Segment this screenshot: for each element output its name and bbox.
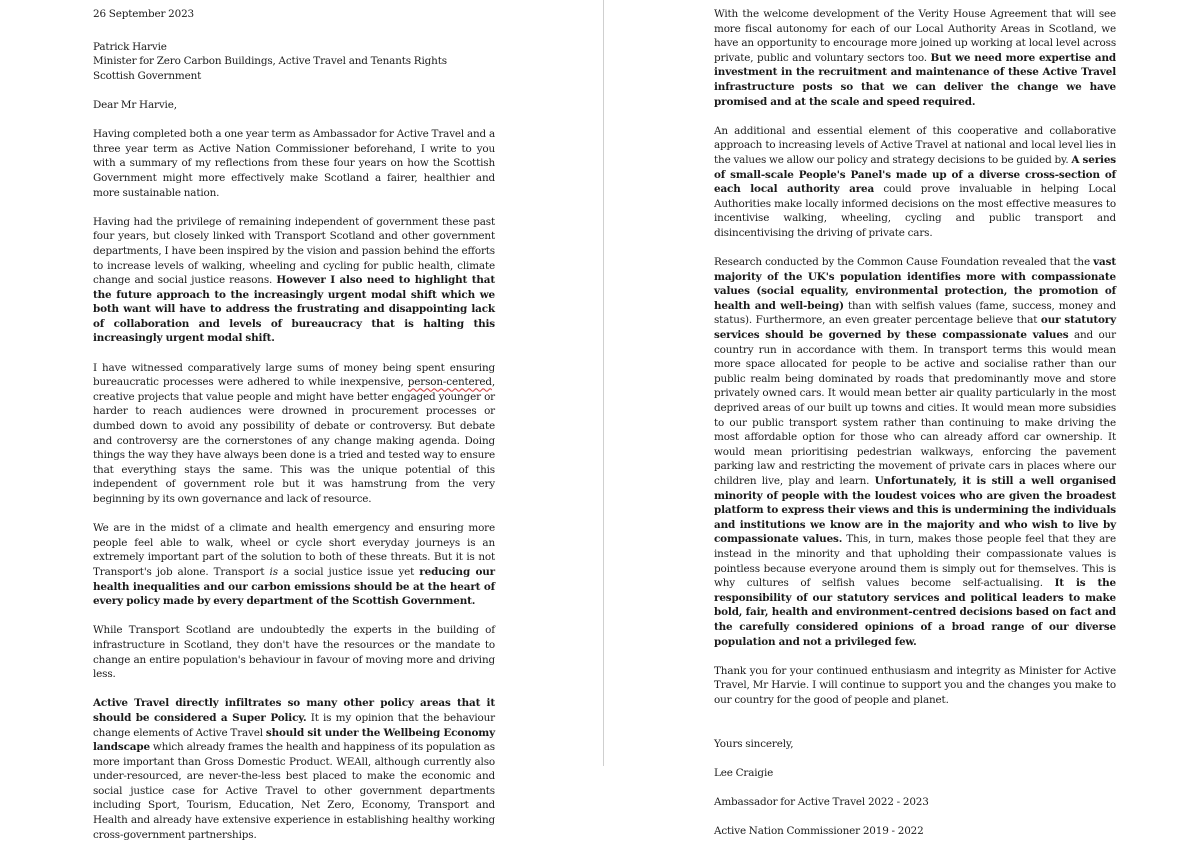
signatory-role: Ambassador for Active Travel 2022 - 2023	[714, 796, 929, 809]
text: We are in the midst of a climate and health emergency and ensuring more people feel able to walk, wheel or cycle short everyday journeys is an extremely important part of the solution to both of these threats. But it is not Transport's job alone. Transport	[93, 522, 495, 578]
spellcheck-underlined-word: person-centered	[407, 376, 492, 389]
paragraph: Having completed both a one year term as Ambassador for Active Travel and a three year term as Active Nation Commissioner beforehand, I write to you with a summary of my reflections from these four years on how the Scottish Government might more effectively make Scotland a fairer, healthier and more sustainable nation.	[93, 128, 495, 199]
text: This, in turn, makes those people feel that they are instead in the minority and that upholding their compassionate values is pointless because everyone around them is simply out for themselves. This is why cultures of selfish values become self-actualising.	[714, 533, 1116, 590]
recipient-title: Minister for Zero Carbon Buildings, Active Travel and Tenants Rights	[93, 55, 447, 68]
text: An additional and essential element of this cooperative and collaborative approach to increasing levels of Active Travel at national and local level lies in the values we allow our policy and strategy decisions to be guided by.	[714, 124, 1116, 166]
text: than with selfish values (fame, success, money and status). Furthermore, an even greater percentage believe that	[714, 299, 1116, 327]
letter-page-right	[606, 0, 1200, 838]
bold-text: It is the responsibility of our statutory services and political leaders to make bold, fair, health and environment-centred decisions based on fact and the carefully considered opinions of a broad range of our diverse population and not a privileged few.	[714, 577, 1116, 648]
italic-text: is	[269, 565, 278, 578]
bold-text: vast majority of the UK's population identifies more with compassionate values (social equality, environmental protection, the promotion of health and well-being)	[714, 256, 1116, 312]
bold-text: Unfortunately, it is still a well organised minority of people with the loudest voices who are given the broadest platform to express their views and this is undermining the individuals and institutions we know are in the majority and who wish to live by compassionate values.	[714, 475, 1116, 546]
closing: Yours sincerely,	[714, 737, 794, 750]
paragraph	[714, 7, 1116, 109]
letter-page-left	[0, 0, 600, 841]
bold-text: A series of small-scale People's Panel's made up of a diverse cross-section of each local authority area	[714, 153, 1116, 196]
paragraph	[93, 521, 495, 609]
recipient-org: Scottish Government	[93, 69, 202, 82]
text: could prove invaluable in helping Local Authorities make locally informed decisions on the most effective measures to incentivise walking, wheeling, cycling and public transport and disincentivising the driving of private cars.	[714, 183, 1116, 239]
signatory-name: Lee Craigie	[714, 766, 774, 779]
bold-text: should sit under the Wellbeing Economy landscape	[93, 726, 495, 754]
paragraph	[93, 215, 495, 346]
signatory-role: Active Nation Commissioner 2019 - 2022	[714, 825, 924, 838]
bold-text: Active Travel directly infiltrates so many other policy areas that it should be considered a Super Policy.	[93, 697, 495, 724]
text: Having had the privilege of remaining independent of government these past four years, but closely linked with Transport Scotland and other government departments, I have been inspired by the vision and passion behind the efforts to increase levels of walking, wheeling and cycling for public health, climate change and social justice reasons.	[93, 215, 495, 287]
text: a social justice issue yet	[277, 565, 420, 578]
text: which already frames the health and happiness of its population as more important than Gross Domestic Product. WEAll, although currently also under-resourced, are never-the-less best placed to make the economic and social justice case for Active Travel to other government departments including Sport, Tourism, Education, Net Zero, Economy, Transport and Health and already have extensive experience in establishing healthy working cross-government partnerships.	[93, 741, 495, 841]
text: I have witnessed comparatively large sums of money being spent ensuring bureaucratic processes were adhered to while inexpensive,	[93, 361, 495, 389]
recipient-name: Patrick Harvie	[93, 40, 167, 53]
paragraph	[714, 255, 1116, 649]
paragraph	[714, 124, 1116, 241]
page-left-text	[93, 7, 495, 842]
page-right-text	[714, 7, 1116, 839]
text: and our country run in accordance with them. In transport terms this would mean more space allocated for people to be active and socialise rather than our public realm being dominated by roads that predominantly move and store privately owned cars. It would mean better air quality particularly in the most deprived areas of our built up towns and cities. It would mean more subsidies to our public transport system rather than continuing to make driving the most affordable option for those who can already afford car ownership. It would mean prioritising pedestrian walkways, enforcing the pavement parking law and restricting the movement of private cars in places where our children live, play and learn.	[714, 329, 1116, 487]
paragraph: Thank you for your continued enthusiasm and integrity as Minister for Active Travel, Mr Harvie. I will continue to support you and the changes you make to our country for the good of people and planet.	[714, 664, 1116, 706]
letter-date: 26 September 2023	[93, 8, 194, 20]
text: It is my opinion that the behaviour change elements of Active Travel	[93, 711, 495, 739]
bold-text: However I also need to highlight that the future approach to the increasingly urgent modal shift which we both want will have to address the frustrating and disappointing lack of collaboration and levels of bureaucracy that is halting this increasingly urgent modal shift.	[93, 274, 495, 345]
text: Research conducted by the Common Cause Foundation revealed that the	[714, 256, 1094, 269]
text: , creative projects that value people and might have better engaged younger or harder to reach audiences were drowned in procurement processes or dumbed down to avoid any possibility of debate or controversy. But debate and controversy are the cornerstones of any change making agenda. Doing things the way they have always been done is a tried and tested way to ensure that everything stays the same. This was the unique potential of this independent of government role but it was hamstrung from the very beginning by its own governance and lack of resource.	[93, 376, 495, 505]
text: With the welcome development of the Verity House Agreement that will see more fiscal autonomy for each of our Local Authority Areas in Scotland, we have an opportunity to encourage more joined up working at local level across private, public and voluntary sectors too.	[714, 8, 1116, 64]
paragraph	[93, 361, 495, 507]
paragraph: While Transport Scotland are undoubtedly the experts in the building of infrastructure in Scotland, they don't have the resources or the mandate to change an entire population's behaviour in favour of moving more and driving less.	[93, 624, 495, 681]
bold-text: reducing our health inequalities and our carbon emissions should be at the heart of every policy made by every department of the Scottish Government.	[93, 565, 495, 608]
bold-text: our statutory services should be governed by these compassionate values	[714, 314, 1116, 342]
salutation: Dear Mr Harvie,	[93, 98, 177, 111]
bold-text: But we need more expertise and investment in the recruitment and maintenance of these Active Travel infrastructure posts so that we can deliver the change we have promised and at the scale and speed required.	[714, 51, 1116, 108]
page-divider	[603, 0, 604, 766]
paragraph	[93, 696, 495, 842]
